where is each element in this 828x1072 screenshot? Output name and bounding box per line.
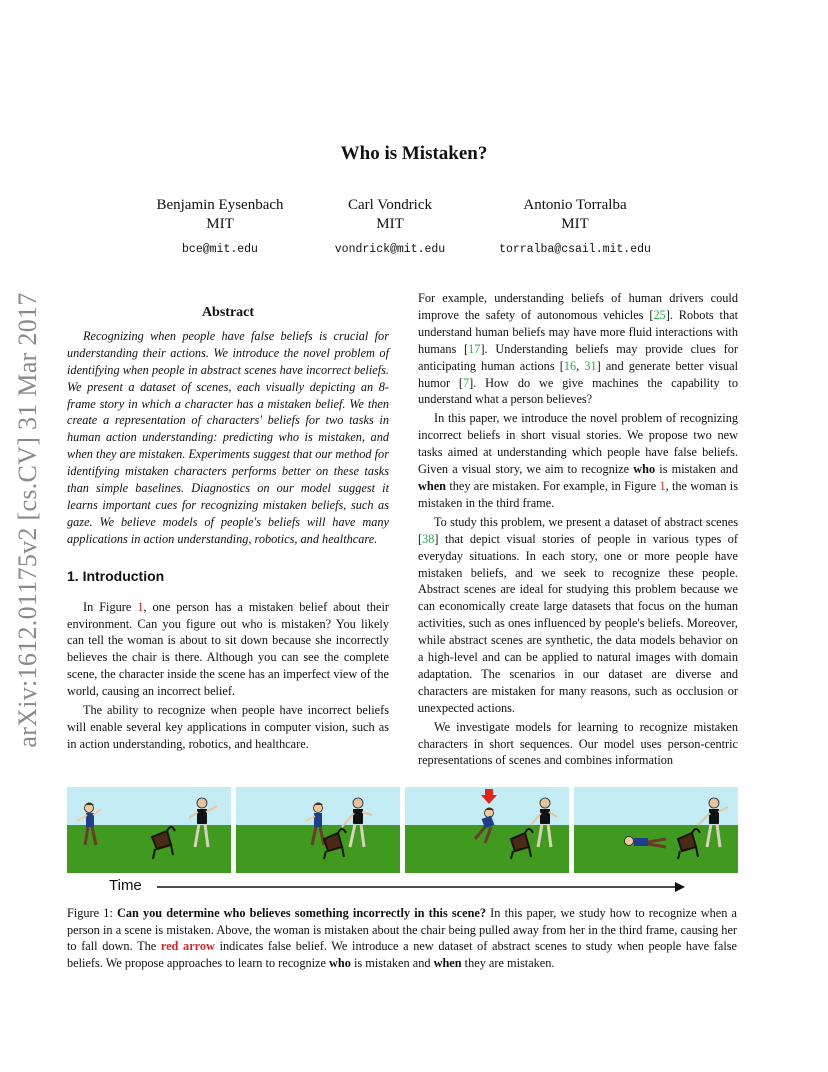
- frame-3: [405, 787, 569, 873]
- author-3: [480, 196, 670, 259]
- author-email: vondrick@mit.edu: [334, 243, 446, 256]
- arxiv-stamp-text: arXiv:1612.01175v2 [cs.CV] 31 Mar 2017: [13, 292, 42, 748]
- author-affiliation: MIT: [561, 216, 589, 232]
- figure-caption: Figure 1: Can you determine who believes something incorrectly in this scene? In this paper, we study how to recognize when a person in a scene is mistaken. Above, the woman is mistaken about the chair being pulled away from her in the third frame, causing her to fall down. The red arrow indicates false belief. We introduce a new dataset of abstract scenes to study when people have false beliefs. We propose approaches to learn to recognize who is mistaken and when they are mistaken.: [67, 906, 737, 970]
- caption-red-arrow: red arrow: [160, 939, 215, 953]
- frame-4: [574, 787, 738, 873]
- citation-link[interactable]: 31: [584, 358, 597, 373]
- citation-link[interactable]: 7: [463, 375, 470, 390]
- right-paragraph-1: For example, understanding beliefs of human drivers could improve the safety of autonomous vehicles [25]. Robots that understand human beliefs may have more fluid interactions with humans [17]. Understanding beliefs may provide clues for anticipating human actions [16, 31] and generate better visual humor [7]. How do we give machines the capability to understand what a person believes?: [418, 291, 738, 407]
- author-email: torralba@csail.mit.edu: [499, 243, 651, 256]
- right-paragraph-4: We investigate models for learning to recognize mistaken characters in short sequences. Our model uses person-centric representations of scenes and combines information: [418, 719, 738, 768]
- intro-paragraph-2: The ability to recognize when people have incorrect beliefs will enable several key applications in computer vision, such as in action understanding, robotics, and healthcare.: [67, 703, 389, 751]
- author-2: [315, 196, 465, 259]
- right-paragraph-3: To study this problem, we present a dataset of abstract scenes [38] that depict visual stories of people in various types of everyday situations. In each story, one or more people have mistaken beliefs, and we seek to recognize these people. Abstract scenes are ideal for studying this problem because we can economically create large datasets that focus on the human activities, such as ones influenced by people's beliefs. Moreover, while abstract scenes are synthetic, the data models behavior on a high-level and can be applied to natural images with domain adaptation. The scenarios in our dataset are diverse and characters are mistaken for many reasons, such as occlusion or unexpected actions.: [418, 514, 738, 715]
- caption-question: Can you determine who believes something incorrectly in this scene?: [116, 906, 487, 920]
- citation-link[interactable]: 38: [422, 531, 435, 546]
- intro-paragraph-1: In Figure 1, one person has a mistaken belief about their environment. Can you figure out who is mistaken? You likely can tell the woman is about to sit down because she incorrectly believes the chair is there. Although you can see the complete scene, the character inside the scene has an imperfect view of the world, causing an incorrect belief.: [67, 599, 389, 699]
- figure-1-strip: [67, 787, 737, 873]
- left-column: [67, 305, 389, 753]
- frame-1: [67, 787, 231, 873]
- author-email: bce@mit.edu: [182, 243, 258, 256]
- author-name: Benjamin Eysenbach: [156, 197, 284, 213]
- time-axis: [67, 877, 747, 897]
- author-name: Antonio Torralba: [523, 197, 627, 213]
- frame-2-scene: [236, 787, 400, 873]
- author-affiliation: MIT: [206, 216, 234, 232]
- abstract-text: Recognizing when people have false beliefs is crucial for understanding their actions. We introduce the novel problem of identifying when people in abstract scenes have incorrect beliefs. We present a dataset of scenes, each visually depicting an 8-frame story in which a character has a mistaken belief. We then create a representation of characters' beliefs for two tasks in human action understanding: predicting who is mistaken, and when they are mistaken. Experiments suggest that our method for identifying mistaken characters performs better on these tasks than simple baselines. Diagnostics on our model suggest it learns important cues for recognizing mistaken beliefs, such as gaze. We believe models of people's beliefs will have many applications in action understanding, robotics, and healthcare.: [67, 328, 389, 546]
- paper-title: Who is Mistaken?: [340, 143, 488, 164]
- arxiv-stamp: [10, 285, 46, 755]
- frame-2: [236, 787, 400, 873]
- citation-link[interactable]: 17: [468, 341, 481, 356]
- author-affiliation: MIT: [376, 216, 404, 232]
- right-paragraph-2: In this paper, we introduce the novel problem of recognizing incorrect beliefs in short visual stories. We propose two new tasks aimed at understanding which people have false beliefs. Given a visual story, we aim to recognize who is mistaken and when they are mistaken. For example, in Figure 1, the woman is mistaken in the third frame.: [418, 411, 738, 510]
- citation-link[interactable]: 16: [563, 358, 577, 373]
- figure-ref-link[interactable]: 1: [137, 599, 144, 614]
- frame-1-scene: [67, 787, 231, 873]
- figure-ref-link[interactable]: 1: [659, 478, 666, 493]
- frame-4-scene: [574, 787, 738, 873]
- author-name: Carl Vondrick: [347, 197, 433, 213]
- citation-link[interactable]: 25: [653, 307, 666, 322]
- author-1: [140, 196, 300, 259]
- abstract-heading: Abstract: [201, 305, 255, 320]
- right-column: [418, 290, 738, 769]
- time-label: Time: [109, 877, 142, 894]
- intro-heading: 1. Introduction: [67, 567, 165, 584]
- time-arrow-icon: [155, 879, 687, 895]
- frame-3-scene: [405, 787, 569, 873]
